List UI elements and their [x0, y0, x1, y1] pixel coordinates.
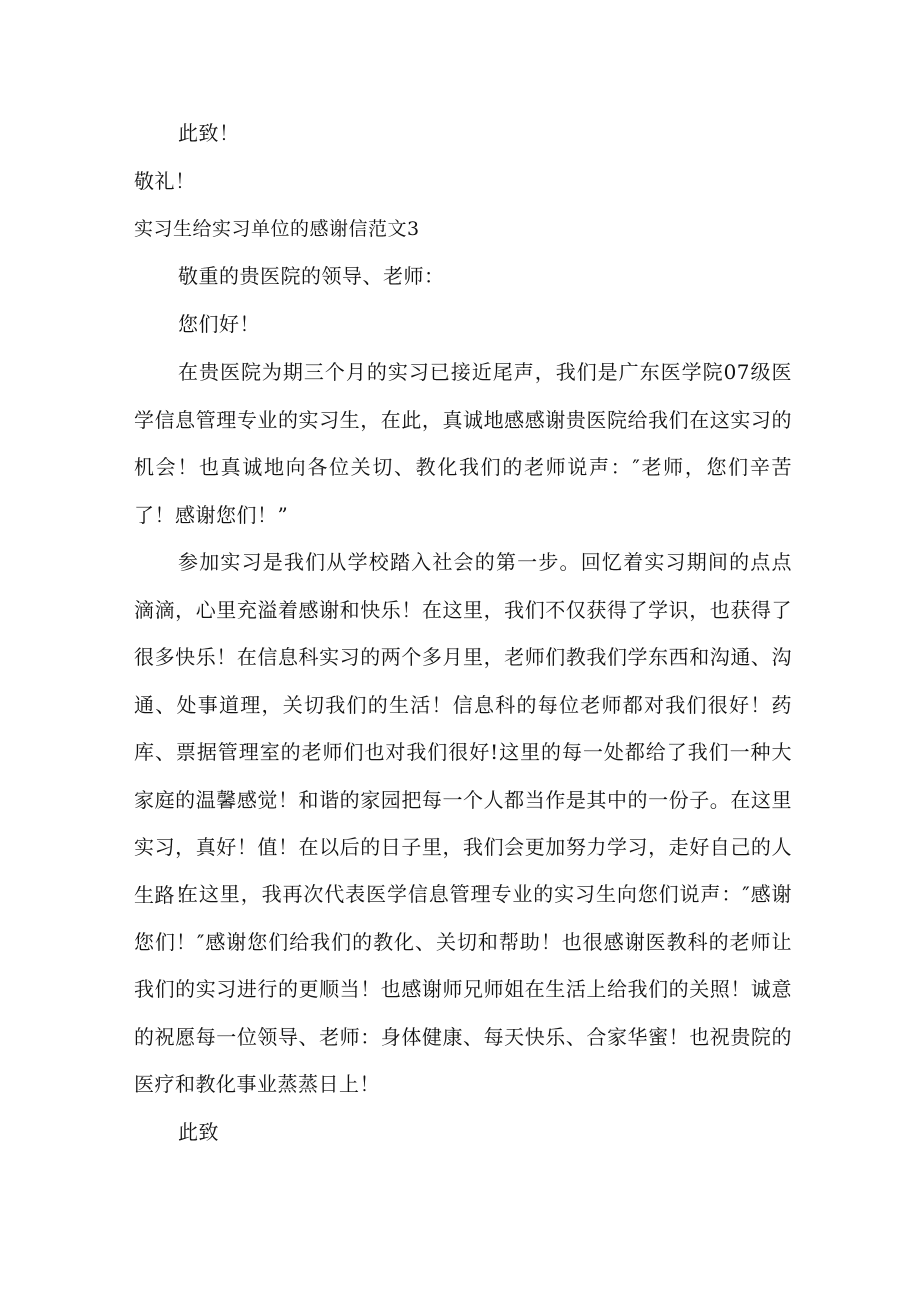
- section-title: 实习生给实习单位的感谢信范文3: [134, 218, 420, 240]
- salute-line: 敬礼！: [134, 169, 196, 193]
- greeting-line: 敬重的贵医院的领导、老师：: [178, 264, 445, 288]
- hello-line: 您们好！: [178, 312, 260, 336]
- closing-line-2: 此致: [178, 1120, 219, 1144]
- paragraph-3: 在这里，我再次代表医学信息管理专业的实习生向您们说声：″感谢您们！″感谢您们给我们的教化、关切和帮助！也很感谢医教科的老师让我们的实习进行的更顺当！也感谢师兄师姐在生活上给我们的关照！诚意的祝愿每一位领导、老师：身体健康、每天快乐、合家华蜜！也祝贵院的医疗和教化事业蒸蒸日上！: [134, 882, 792, 1096]
- closing-line: 此致！: [178, 121, 240, 145]
- paragraph-2: 参加实习是我们从学校踏入社会的第一步。回忆着实习期间的点点滴滴，心里充溢着感谢和快乐！在这里，我们不仅获得了学识，也获得了很多快乐！在信息科实习的两个多月里，老师们教我们学东西和沟通、沟通、处事道理，关切我们的生活！信息科的每位老师都对我们很好！药库、票据管理室的老师们也对我们很好!这里的每一处都给了我们一种大家庭的温馨感觉！和谐的家园把每一个人都当作是其中的一份子。在这里实习，真好！值！在以后的日子里，我们会更加努力学习，走好自己的人生路！: [134, 550, 792, 907]
- paragraph-1: 在贵医院为期三个月的实习已接近尾声，我们是广东医学院07级医学信息管理专业的实习生，在此，真诚地感感谢贵医院给我们在这实习的机会！也真诚地向各位关切、教化我们的老师说声：″老师，您们辛苦了！感谢您们！”: [134, 360, 792, 527]
